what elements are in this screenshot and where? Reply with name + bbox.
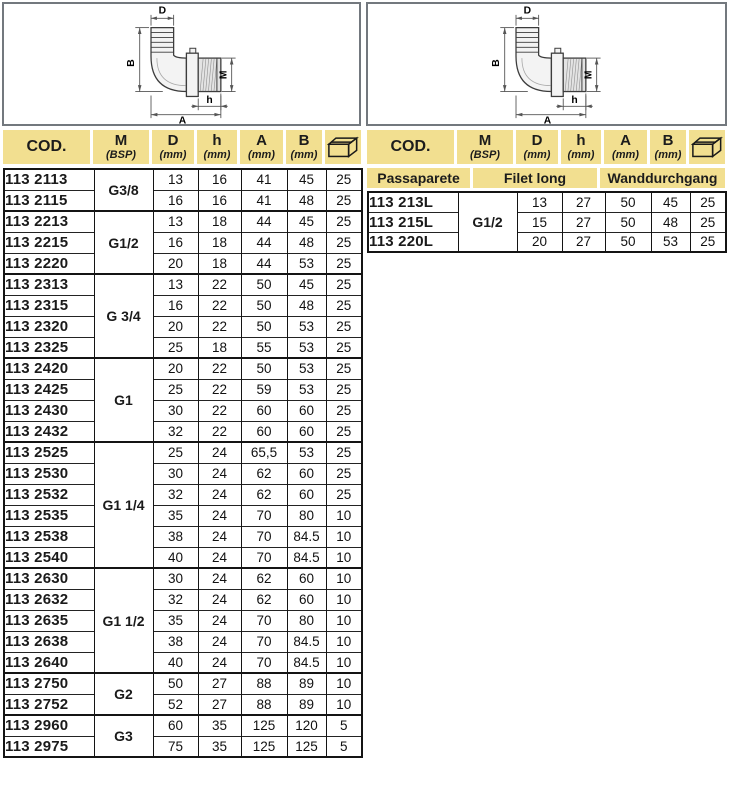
qty-cell: 25 bbox=[690, 212, 726, 232]
elbow-fitting-drawing bbox=[4, 4, 359, 124]
column-header-h bbox=[197, 130, 237, 164]
table-row bbox=[4, 379, 362, 400]
h-cell: 22 bbox=[198, 295, 241, 316]
h-cell: 18 bbox=[198, 211, 241, 232]
a-cell: 125 bbox=[241, 715, 287, 736]
thread-size-cell: G3 bbox=[94, 715, 153, 757]
cod-cell: 113 2432 bbox=[4, 421, 94, 442]
thread-size-cell: G2 bbox=[94, 673, 153, 715]
qty-cell: 25 bbox=[326, 232, 362, 253]
column-header-unit: (mm) bbox=[654, 149, 682, 161]
b-cell: 53 bbox=[287, 337, 326, 358]
b-cell: 60 bbox=[287, 400, 326, 421]
column-header-label: D bbox=[531, 132, 543, 149]
table-row bbox=[4, 547, 362, 568]
table-row bbox=[4, 421, 362, 442]
h-cell: 24 bbox=[198, 610, 241, 631]
d-cell: 75 bbox=[153, 736, 198, 757]
b-cell: 60 bbox=[287, 421, 326, 442]
cod-cell: 113 2635 bbox=[4, 610, 94, 631]
h-cell: 24 bbox=[198, 442, 241, 463]
a-cell: 62 bbox=[241, 568, 287, 589]
h-cell: 22 bbox=[198, 358, 241, 379]
thread-size-cell: G 3/4 bbox=[94, 274, 153, 358]
column-header-label: M bbox=[114, 132, 128, 149]
a-cell: 44 bbox=[241, 253, 287, 274]
d-cell: 13 bbox=[153, 169, 198, 190]
table-row bbox=[4, 358, 362, 379]
b-cell: 80 bbox=[287, 505, 326, 526]
b-cell: 48 bbox=[651, 212, 690, 232]
left-spec-table bbox=[3, 168, 363, 758]
d-cell: 16 bbox=[153, 190, 198, 211]
d-cell: 32 bbox=[153, 421, 198, 442]
qty-cell: 25 bbox=[326, 190, 362, 211]
h-cell: 16 bbox=[198, 190, 241, 211]
qty-cell: 25 bbox=[326, 400, 362, 421]
d-cell: 13 bbox=[153, 274, 198, 295]
qty-cell: 10 bbox=[326, 610, 362, 631]
cod-cell: 113 2420 bbox=[4, 358, 94, 379]
table-row bbox=[368, 232, 726, 252]
a-cell: 62 bbox=[241, 589, 287, 610]
table-row bbox=[4, 610, 362, 631]
cod-cell: 113 2640 bbox=[4, 652, 94, 673]
table-row bbox=[4, 526, 362, 547]
a-cell: 50 bbox=[241, 358, 287, 379]
b-cell: 53 bbox=[651, 232, 690, 252]
qty-cell: 10 bbox=[326, 631, 362, 652]
cod-cell: 113 2430 bbox=[4, 400, 94, 421]
a-cell: 50 bbox=[241, 274, 287, 295]
h-cell: 18 bbox=[198, 337, 241, 358]
column-header-d bbox=[516, 130, 558, 164]
qty-cell: 25 bbox=[326, 295, 362, 316]
h-cell: 24 bbox=[198, 652, 241, 673]
b-cell: 53 bbox=[287, 316, 326, 337]
qty-cell: 25 bbox=[326, 421, 362, 442]
thread-size-cell: G3/8 bbox=[94, 169, 153, 211]
d-cell: 15 bbox=[517, 212, 562, 232]
b-cell: 84.5 bbox=[287, 526, 326, 547]
table-row bbox=[4, 631, 362, 652]
b-cell: 53 bbox=[287, 442, 326, 463]
column-header-a bbox=[604, 130, 647, 164]
b-cell: 60 bbox=[287, 463, 326, 484]
b-cell: 125 bbox=[287, 736, 326, 757]
d-cell: 16 bbox=[153, 232, 198, 253]
d-cell: 35 bbox=[153, 505, 198, 526]
h-cell: 24 bbox=[198, 631, 241, 652]
column-header-h bbox=[561, 130, 601, 164]
h-cell: 35 bbox=[198, 736, 241, 757]
qty-cell: 25 bbox=[326, 169, 362, 190]
b-cell: 60 bbox=[287, 568, 326, 589]
column-header-unit: (mm) bbox=[612, 149, 639, 161]
column-header-cod bbox=[367, 130, 454, 164]
thread-size-cell: G1/2 bbox=[458, 192, 517, 252]
h-cell: 24 bbox=[198, 463, 241, 484]
h-cell: 24 bbox=[198, 505, 241, 526]
a-cell: 88 bbox=[241, 694, 287, 715]
right-spec-table-section bbox=[367, 130, 725, 253]
b-cell: 60 bbox=[287, 484, 326, 505]
a-cell: 62 bbox=[241, 484, 287, 505]
column-header-label: D bbox=[167, 132, 179, 149]
qty-cell: 25 bbox=[326, 316, 362, 337]
thread-size-cell: G1 1/2 bbox=[94, 568, 153, 673]
cod-cell: 113 2538 bbox=[4, 526, 94, 547]
thread-size-cell: G1 bbox=[94, 358, 153, 442]
column-header-unit: (mm) bbox=[159, 149, 187, 161]
a-cell: 50 bbox=[241, 295, 287, 316]
b-cell: 48 bbox=[287, 190, 326, 211]
column-header-d bbox=[152, 130, 194, 164]
table-row bbox=[4, 295, 362, 316]
column-header-label: B bbox=[298, 132, 310, 149]
cod-cell: 113 2960 bbox=[4, 715, 94, 736]
cod-cell: 113 2325 bbox=[4, 337, 94, 358]
elbow-fitting-drawing bbox=[368, 4, 725, 124]
cod-cell: 113 2530 bbox=[4, 463, 94, 484]
qty-cell: 10 bbox=[326, 547, 362, 568]
column-header-label: A bbox=[256, 132, 267, 149]
d-cell: 30 bbox=[153, 400, 198, 421]
qty-cell: 25 bbox=[326, 442, 362, 463]
table-row bbox=[4, 169, 362, 190]
table-row bbox=[4, 400, 362, 421]
a-cell: 70 bbox=[241, 631, 287, 652]
table-row bbox=[4, 211, 362, 232]
thread-size-cell: G1 1/4 bbox=[94, 442, 153, 568]
b-cell: 80 bbox=[287, 610, 326, 631]
table-row bbox=[4, 253, 362, 274]
column-header-qty bbox=[689, 130, 725, 164]
a-cell: 88 bbox=[241, 673, 287, 694]
cod-cell: 113 2320 bbox=[4, 316, 94, 337]
table-row bbox=[4, 736, 362, 757]
cod-cell: 113 2113 bbox=[4, 169, 94, 190]
column-header-label: COD. bbox=[390, 138, 431, 155]
a-cell: 60 bbox=[241, 400, 287, 421]
d-cell: 20 bbox=[153, 358, 198, 379]
diagram-panel-right bbox=[366, 2, 727, 126]
a-cell: 50 bbox=[241, 316, 287, 337]
qty-cell: 5 bbox=[326, 736, 362, 757]
qty-cell: 25 bbox=[326, 358, 362, 379]
b-cell: 45 bbox=[287, 274, 326, 295]
qty-cell: 25 bbox=[326, 463, 362, 484]
qty-cell: 10 bbox=[326, 526, 362, 547]
h-cell: 22 bbox=[198, 316, 241, 337]
a-cell: 65,5 bbox=[241, 442, 287, 463]
table-row bbox=[368, 212, 726, 232]
d-cell: 25 bbox=[153, 379, 198, 400]
column-header-unit: (mm) bbox=[523, 149, 551, 161]
qty-cell: 10 bbox=[326, 652, 362, 673]
a-cell: 50 bbox=[605, 232, 651, 252]
table-row bbox=[4, 337, 362, 358]
h-cell: 24 bbox=[198, 547, 241, 568]
a-cell: 50 bbox=[605, 212, 651, 232]
h-cell: 27 bbox=[562, 212, 605, 232]
b-cell: 45 bbox=[287, 211, 326, 232]
cod-cell: 113 2535 bbox=[4, 505, 94, 526]
b-cell: 60 bbox=[287, 589, 326, 610]
b-cell: 120 bbox=[287, 715, 326, 736]
a-cell: 59 bbox=[241, 379, 287, 400]
cod-cell: 113 2752 bbox=[4, 694, 94, 715]
table-row bbox=[4, 505, 362, 526]
qty-cell: 10 bbox=[326, 505, 362, 526]
d-cell: 32 bbox=[153, 484, 198, 505]
column-header-m bbox=[457, 130, 513, 164]
d-cell: 13 bbox=[517, 192, 562, 212]
d-cell: 13 bbox=[153, 211, 198, 232]
column-header-unit: (mm) bbox=[248, 149, 275, 161]
b-cell: 45 bbox=[287, 169, 326, 190]
a-cell: 62 bbox=[241, 463, 287, 484]
a-cell: 60 bbox=[241, 421, 287, 442]
d-cell: 35 bbox=[153, 610, 198, 631]
column-header-label: B bbox=[662, 132, 674, 149]
d-cell: 30 bbox=[153, 463, 198, 484]
h-cell: 27 bbox=[198, 694, 241, 715]
cod-cell: 113 213L bbox=[368, 192, 458, 212]
a-cell: 70 bbox=[241, 547, 287, 568]
table-row bbox=[368, 192, 726, 212]
cod-cell: 113 2215 bbox=[4, 232, 94, 253]
h-cell: 18 bbox=[198, 253, 241, 274]
left-spec-table-section bbox=[3, 130, 361, 758]
cod-cell: 113 2540 bbox=[4, 547, 94, 568]
table-row bbox=[4, 463, 362, 484]
d-cell: 38 bbox=[153, 631, 198, 652]
table-row bbox=[4, 715, 362, 736]
h-cell: 22 bbox=[198, 379, 241, 400]
d-cell: 25 bbox=[153, 442, 198, 463]
a-cell: 41 bbox=[241, 169, 287, 190]
b-cell: 45 bbox=[651, 192, 690, 212]
box-icon bbox=[327, 136, 359, 159]
subheader-wanddurchgang: Wanddurchgang bbox=[600, 168, 725, 188]
column-header-m bbox=[93, 130, 149, 164]
qty-cell: 10 bbox=[326, 694, 362, 715]
d-cell: 25 bbox=[153, 337, 198, 358]
cod-cell: 113 2532 bbox=[4, 484, 94, 505]
h-cell: 22 bbox=[198, 274, 241, 295]
subheader-passaparete: Passaparete bbox=[367, 168, 470, 188]
table-row bbox=[4, 232, 362, 253]
h-cell: 35 bbox=[198, 715, 241, 736]
qty-cell: 10 bbox=[326, 673, 362, 694]
cod-cell: 113 2975 bbox=[4, 736, 94, 757]
qty-cell: 25 bbox=[326, 274, 362, 295]
a-cell: 125 bbox=[241, 736, 287, 757]
b-cell: 89 bbox=[287, 673, 326, 694]
d-cell: 50 bbox=[153, 673, 198, 694]
h-cell: 24 bbox=[198, 589, 241, 610]
b-cell: 53 bbox=[287, 253, 326, 274]
cod-cell: 113 2425 bbox=[4, 379, 94, 400]
right-table-header-row bbox=[367, 130, 725, 164]
cod-cell: 113 2525 bbox=[4, 442, 94, 463]
a-cell: 70 bbox=[241, 505, 287, 526]
cod-cell: 113 2632 bbox=[4, 589, 94, 610]
cod-cell: 113 2213 bbox=[4, 211, 94, 232]
b-cell: 84.5 bbox=[287, 547, 326, 568]
d-cell: 30 bbox=[153, 568, 198, 589]
h-cell: 24 bbox=[198, 568, 241, 589]
column-header-label: COD. bbox=[26, 138, 67, 155]
column-header-cod bbox=[3, 130, 90, 164]
h-cell: 18 bbox=[198, 232, 241, 253]
h-cell: 24 bbox=[198, 484, 241, 505]
h-cell: 27 bbox=[562, 232, 605, 252]
cod-cell: 113 2750 bbox=[4, 673, 94, 694]
d-cell: 52 bbox=[153, 694, 198, 715]
cod-cell: 113 2315 bbox=[4, 295, 94, 316]
cod-cell: 113 2220 bbox=[4, 253, 94, 274]
column-header-b bbox=[650, 130, 686, 164]
column-header-unit: (mm) bbox=[290, 149, 318, 161]
table-row bbox=[4, 484, 362, 505]
qty-cell: 10 bbox=[326, 568, 362, 589]
b-cell: 48 bbox=[287, 295, 326, 316]
table-row bbox=[4, 673, 362, 694]
a-cell: 44 bbox=[241, 211, 287, 232]
d-cell: 16 bbox=[153, 295, 198, 316]
a-cell: 70 bbox=[241, 652, 287, 673]
cod-cell: 113 215L bbox=[368, 212, 458, 232]
column-header-b bbox=[286, 130, 322, 164]
qty-cell: 25 bbox=[326, 484, 362, 505]
a-cell: 50 bbox=[605, 192, 651, 212]
column-header-label: M bbox=[478, 132, 492, 149]
h-cell: 24 bbox=[198, 526, 241, 547]
a-cell: 41 bbox=[241, 190, 287, 211]
table-row bbox=[4, 316, 362, 337]
column-header-unit: (mm) bbox=[203, 149, 231, 161]
column-header-qty bbox=[325, 130, 361, 164]
table-row bbox=[4, 274, 362, 295]
table-row bbox=[4, 442, 362, 463]
cod-cell: 113 2115 bbox=[4, 190, 94, 211]
left-table-header-row bbox=[3, 130, 361, 164]
right-table-subheader-row bbox=[367, 168, 725, 188]
h-cell: 22 bbox=[198, 421, 241, 442]
d-cell: 40 bbox=[153, 652, 198, 673]
table-row bbox=[4, 652, 362, 673]
a-cell: 70 bbox=[241, 610, 287, 631]
d-cell: 32 bbox=[153, 589, 198, 610]
a-cell: 44 bbox=[241, 232, 287, 253]
cod-cell: 113 220L bbox=[368, 232, 458, 252]
b-cell: 84.5 bbox=[287, 652, 326, 673]
right-spec-table bbox=[367, 191, 727, 253]
diagram-panel-left bbox=[2, 2, 361, 126]
h-cell: 16 bbox=[198, 169, 241, 190]
column-header-unit: (mm) bbox=[567, 149, 595, 161]
column-header-label: h bbox=[576, 132, 586, 149]
cod-cell: 113 2313 bbox=[4, 274, 94, 295]
a-cell: 55 bbox=[241, 337, 287, 358]
h-cell: 27 bbox=[562, 192, 605, 212]
d-cell: 20 bbox=[153, 253, 198, 274]
h-cell: 22 bbox=[198, 400, 241, 421]
column-header-unit: (BSP) bbox=[470, 149, 500, 161]
column-header-label: A bbox=[620, 132, 631, 149]
qty-cell: 25 bbox=[690, 232, 726, 252]
qty-cell: 10 bbox=[326, 589, 362, 610]
subheader-filet long: Filet long bbox=[473, 168, 597, 188]
a-cell: 70 bbox=[241, 526, 287, 547]
b-cell: 48 bbox=[287, 232, 326, 253]
column-header-a bbox=[240, 130, 283, 164]
cod-cell: 113 2630 bbox=[4, 568, 94, 589]
b-cell: 53 bbox=[287, 379, 326, 400]
cod-cell: 113 2638 bbox=[4, 631, 94, 652]
b-cell: 84.5 bbox=[287, 631, 326, 652]
column-header-label: h bbox=[212, 132, 222, 149]
d-cell: 20 bbox=[153, 316, 198, 337]
qty-cell: 25 bbox=[326, 337, 362, 358]
h-cell: 27 bbox=[198, 673, 241, 694]
d-cell: 20 bbox=[517, 232, 562, 252]
column-header-unit: (BSP) bbox=[106, 149, 136, 161]
table-row bbox=[4, 694, 362, 715]
qty-cell: 25 bbox=[690, 192, 726, 212]
qty-cell: 25 bbox=[326, 253, 362, 274]
b-cell: 53 bbox=[287, 358, 326, 379]
d-cell: 38 bbox=[153, 526, 198, 547]
qty-cell: 25 bbox=[326, 379, 362, 400]
thread-size-cell: G1/2 bbox=[94, 211, 153, 274]
d-cell: 60 bbox=[153, 715, 198, 736]
table-row bbox=[4, 568, 362, 589]
b-cell: 89 bbox=[287, 694, 326, 715]
d-cell: 40 bbox=[153, 547, 198, 568]
qty-cell: 5 bbox=[326, 715, 362, 736]
table-row bbox=[4, 190, 362, 211]
qty-cell: 25 bbox=[326, 211, 362, 232]
table-row bbox=[4, 589, 362, 610]
box-icon bbox=[691, 136, 723, 159]
